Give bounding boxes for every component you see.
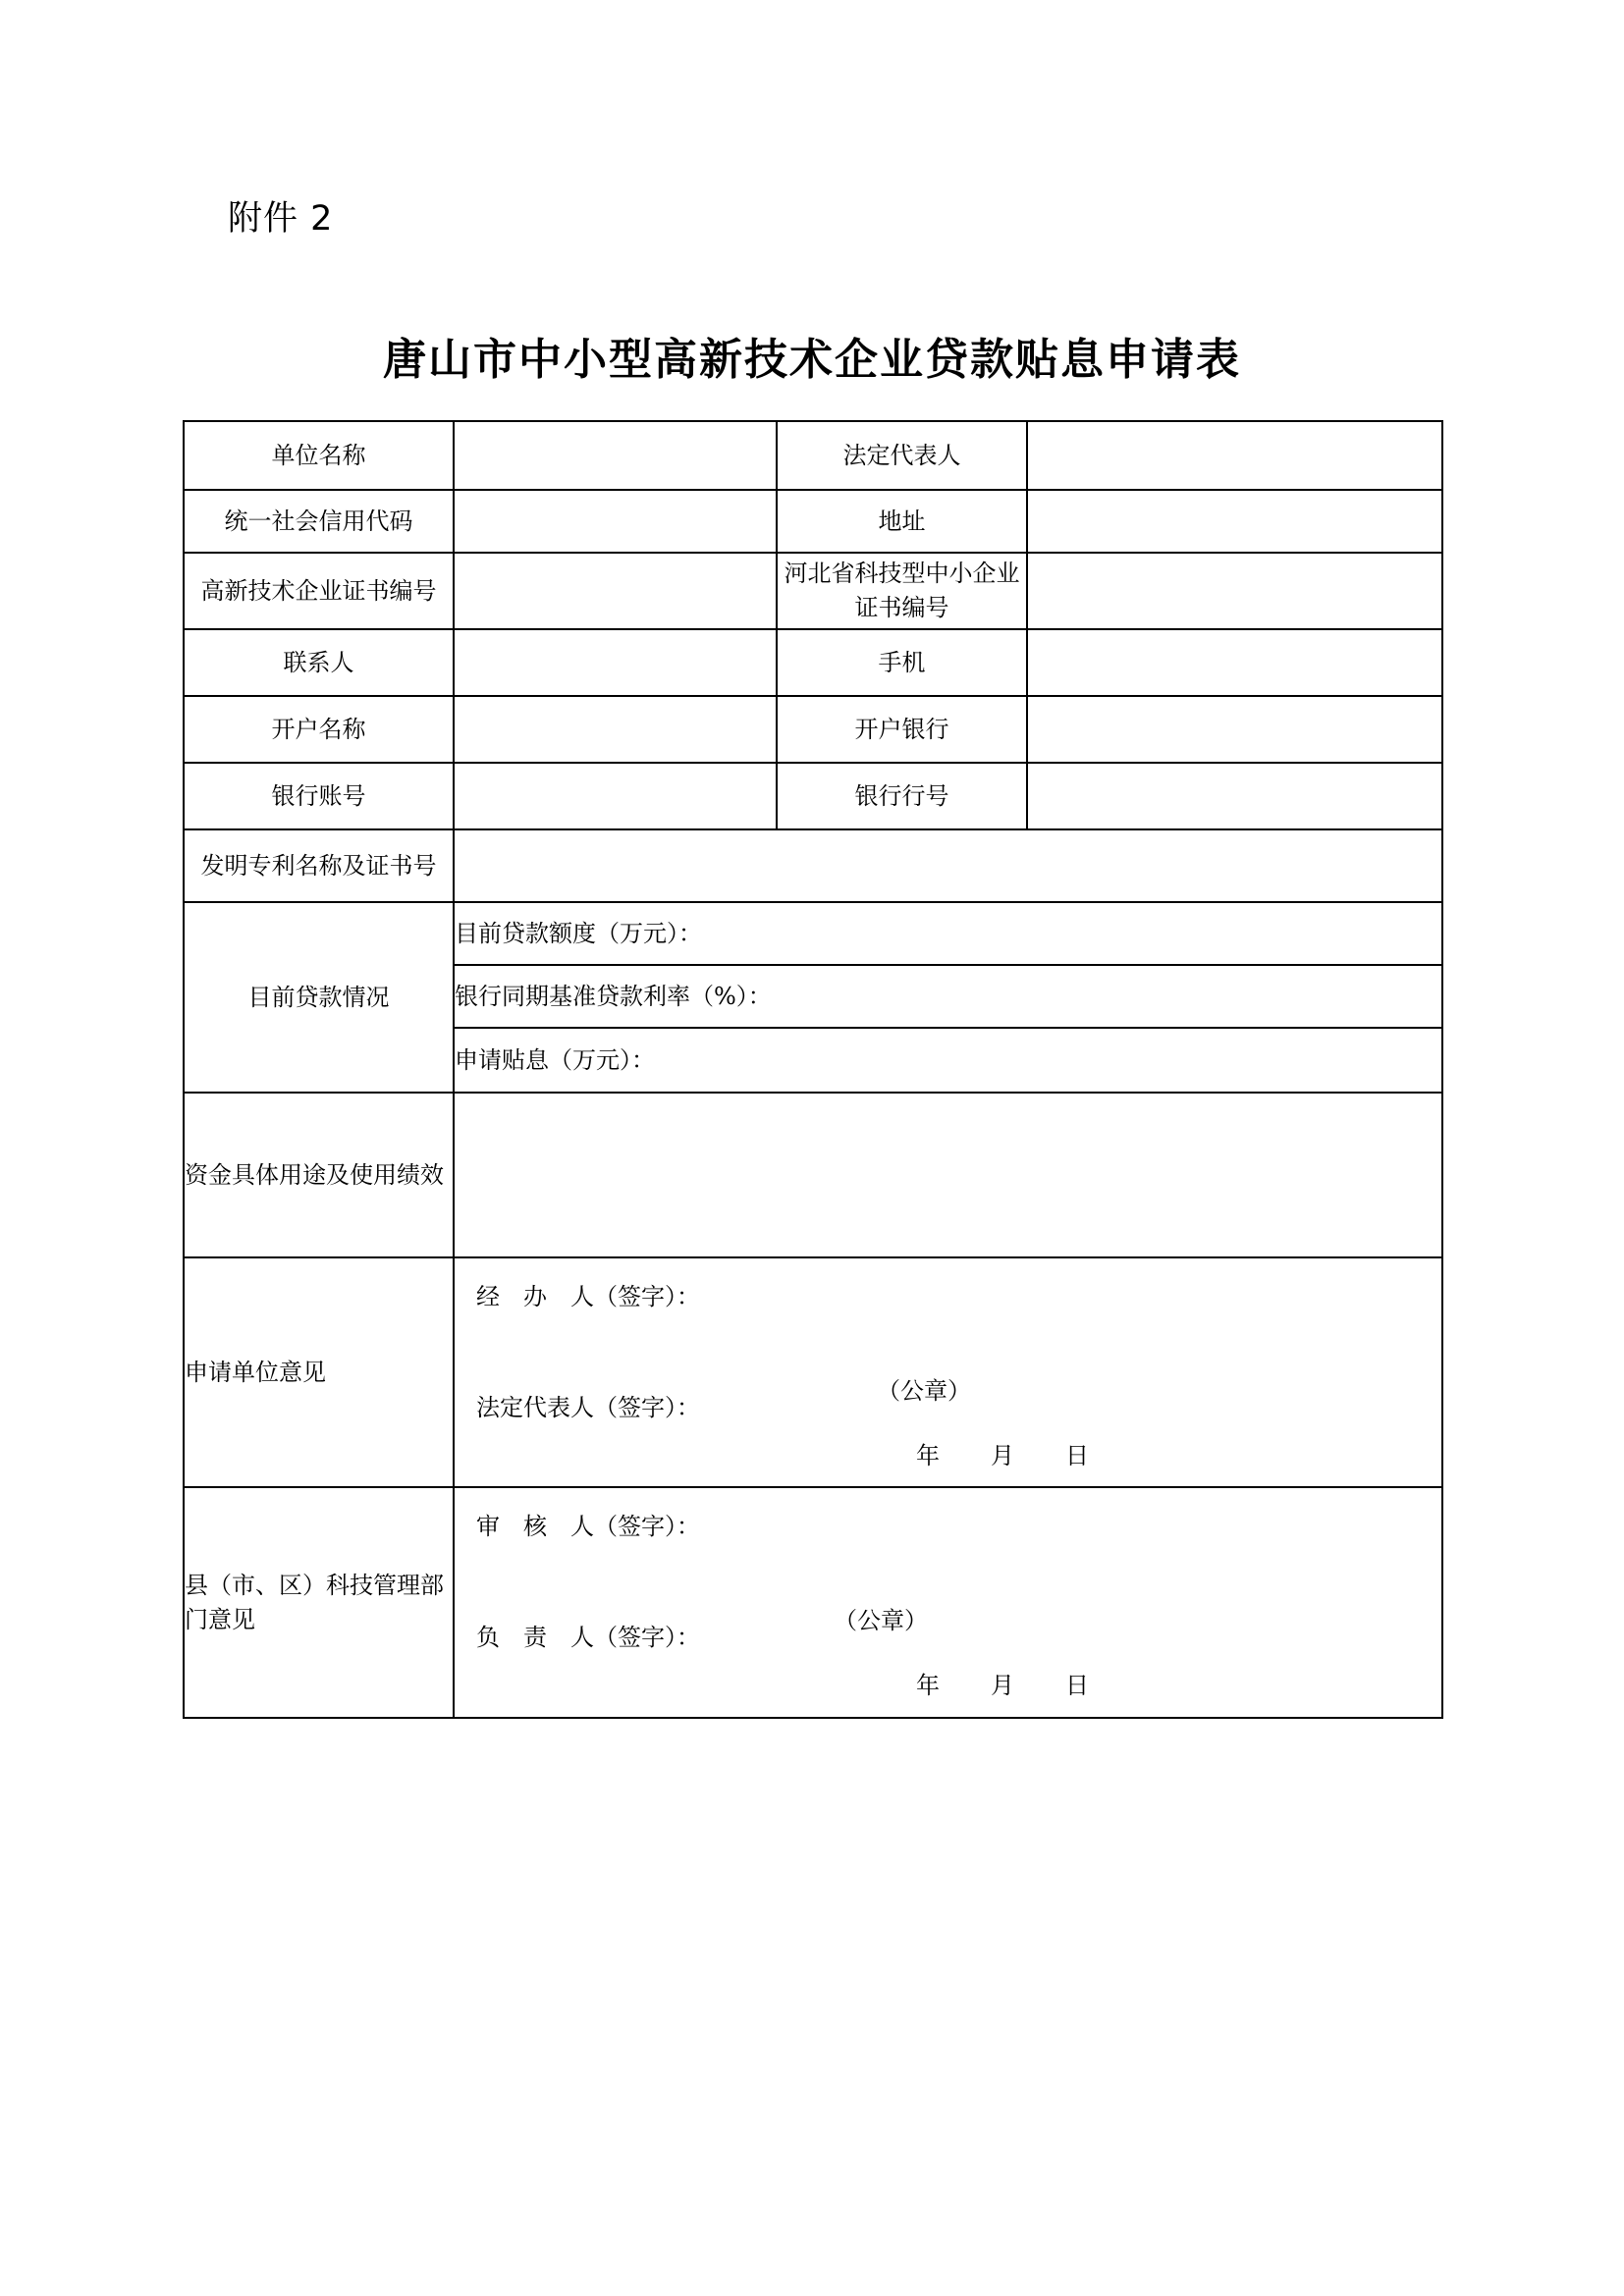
field-label-credit-code: 统一社会信用代码 xyxy=(184,490,454,553)
county-official-seal-label: （公章） xyxy=(834,1607,928,1635)
page-title: 唐山市中小型高新技术企业贷款贴息申请表 xyxy=(383,335,1241,385)
county-opinion-cell[interactable] xyxy=(454,1487,1442,1717)
table-row xyxy=(184,629,1442,696)
applicant-official-seal-label: （公章） xyxy=(877,1377,971,1405)
field-value-hitech-cert[interactable] xyxy=(454,553,777,629)
field-label-fund-usage: 资金具体用途及使用绩效 xyxy=(184,1093,454,1257)
field-value-hebei-cert[interactable] xyxy=(1027,553,1442,629)
field-label-contact: 联系人 xyxy=(184,629,454,696)
table-row xyxy=(184,1487,1442,1717)
field-value-address[interactable] xyxy=(1027,490,1442,553)
table-row xyxy=(184,763,1442,829)
table-row xyxy=(184,829,1442,902)
field-label-subsidy-apply[interactable]: 申请贴息（万元）： xyxy=(454,1028,1442,1093)
county-principal-signature-label[interactable]: 负 责 人（签字）： xyxy=(476,1624,700,1652)
field-label-applicant-opinion: 申请单位意见 xyxy=(184,1257,454,1487)
field-label-bank-code: 银行行号 xyxy=(777,763,1027,829)
county-date-label[interactable]: 年 月 日 xyxy=(916,1671,1103,1699)
field-label-legal-rep: 法定代表人 xyxy=(777,421,1027,490)
field-value-bank-code[interactable] xyxy=(1027,763,1442,829)
field-label-patent: 发明专利名称及证书号 xyxy=(184,829,454,902)
table-row xyxy=(184,490,1442,553)
field-label-hitech-cert: 高新技术企业证书编号 xyxy=(184,553,454,629)
field-label-address: 地址 xyxy=(777,490,1027,553)
field-label-loan-status: 目前贷款情况 xyxy=(184,902,454,1093)
attachment-label: 附件 2 xyxy=(228,199,334,239)
table-row xyxy=(184,1093,1442,1257)
field-label-bank-name: 开户银行 xyxy=(777,696,1027,763)
field-value-contact[interactable] xyxy=(454,629,777,696)
field-value-bank-account[interactable] xyxy=(454,763,777,829)
county-reviewer-signature-label[interactable]: 审 核 人（签字）： xyxy=(476,1513,700,1541)
field-label-county-opinion: 县（市、区）科技管理部门意见 xyxy=(184,1487,454,1717)
field-value-patent[interactable] xyxy=(454,829,1442,902)
table-row xyxy=(184,902,1442,965)
application-form-table xyxy=(183,420,1443,1719)
applicant-legal-rep-signature-label[interactable]: 法定代表人（签字）： xyxy=(476,1393,700,1421)
field-value-mobile[interactable] xyxy=(1027,629,1442,696)
table-row xyxy=(184,1257,1442,1487)
applicant-handler-signature-label[interactable]: 经 办 人（签字）： xyxy=(476,1283,700,1310)
applicant-opinion-cell[interactable] xyxy=(454,1257,1442,1487)
field-value-legal-rep[interactable] xyxy=(1027,421,1442,490)
field-value-credit-code[interactable] xyxy=(454,490,777,553)
applicant-date-label[interactable]: 年 月 日 xyxy=(916,1441,1103,1469)
field-label-account-name: 开户名称 xyxy=(184,696,454,763)
field-label-bank-account: 银行账号 xyxy=(184,763,454,829)
table-row xyxy=(184,696,1442,763)
field-label-loan-rate[interactable]: 银行同期基准贷款利率（%）： xyxy=(454,965,1442,1028)
field-label-mobile: 手机 xyxy=(777,629,1027,696)
table-row xyxy=(184,421,1442,490)
table-row xyxy=(184,553,1442,629)
county-signature-block xyxy=(455,1488,1441,1716)
field-value-bank-name[interactable] xyxy=(1027,696,1442,763)
field-label-hebei-cert: 河北省科技型中小企业证书编号 xyxy=(777,553,1027,629)
field-value-account-name[interactable] xyxy=(454,696,777,763)
applicant-signature-block xyxy=(455,1258,1441,1486)
field-value-unit-name[interactable] xyxy=(454,421,777,490)
field-label-unit-name: 单位名称 xyxy=(184,421,454,490)
field-value-fund-usage[interactable] xyxy=(454,1093,1442,1257)
field-label-loan-amount[interactable]: 目前贷款额度（万元）： xyxy=(454,902,1442,965)
